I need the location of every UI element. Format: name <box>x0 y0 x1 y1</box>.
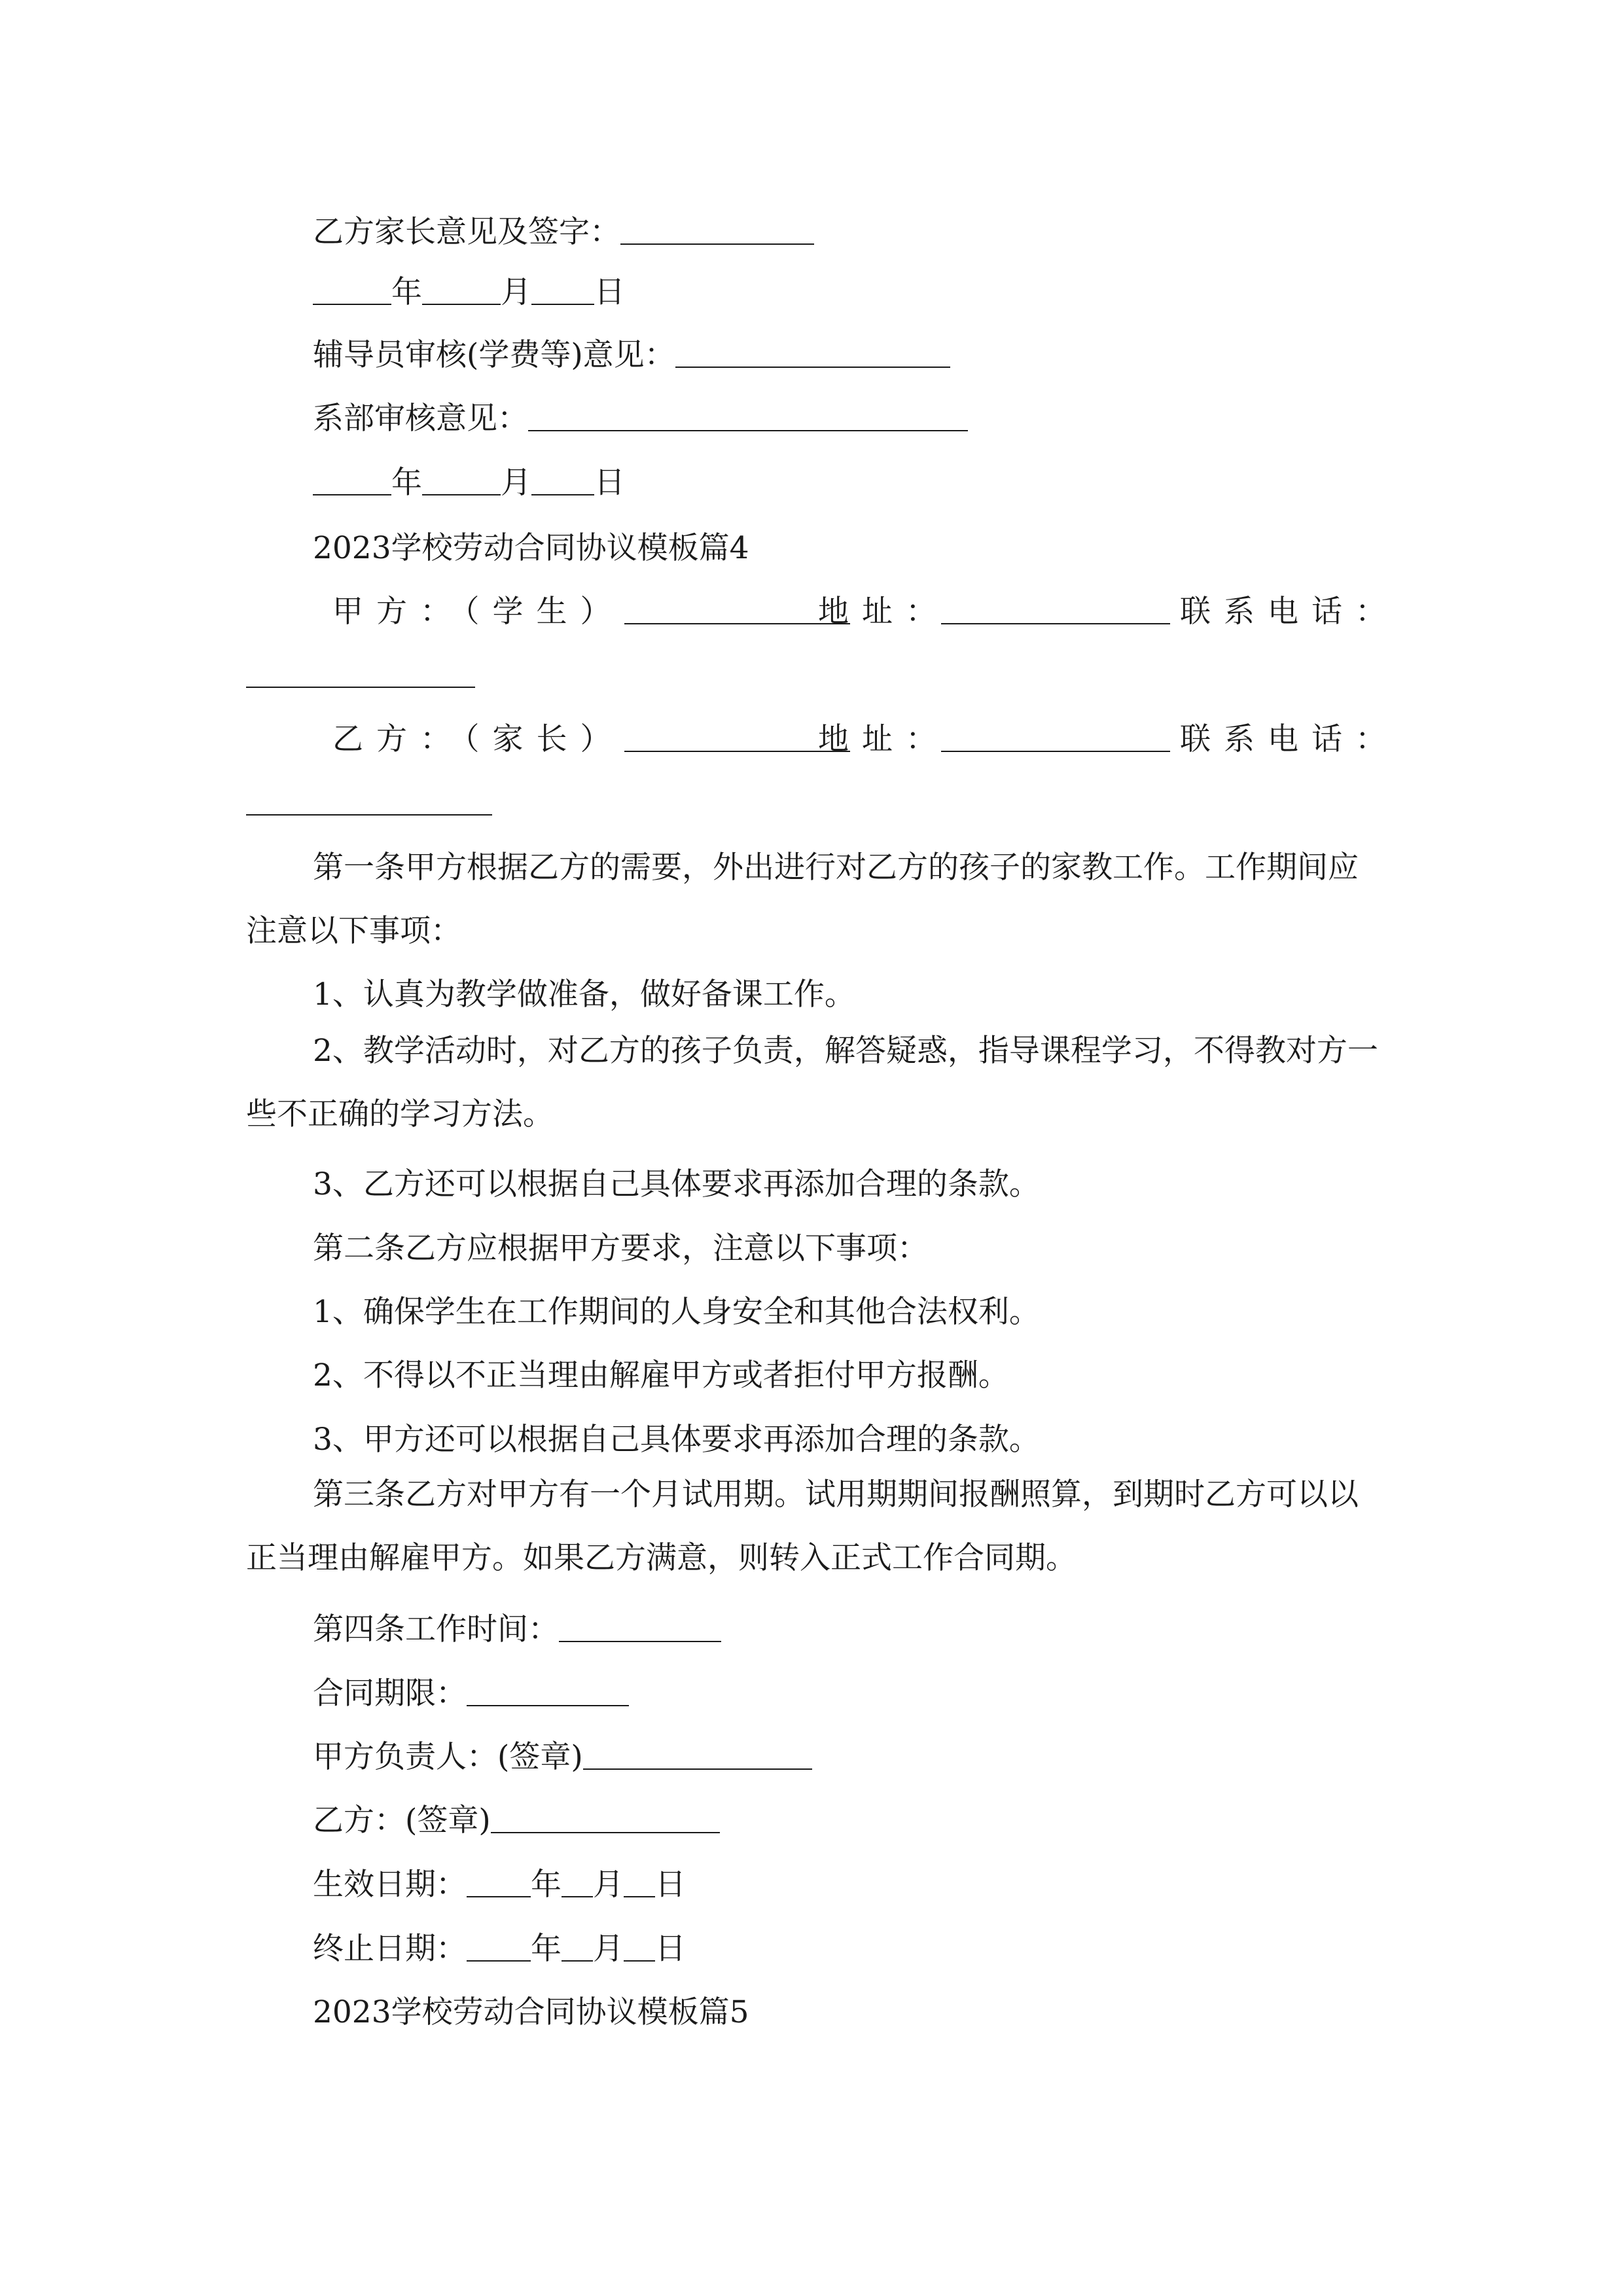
counselor-label: 辅导员审核(学费等)意见： <box>313 337 675 373</box>
party-b-phone-blank-line <box>246 783 492 823</box>
party-b-address <box>818 720 950 759</box>
department-label: 系部审核意见： <box>313 401 528 437</box>
end-date-line <box>313 1929 686 1969</box>
year-label: 年 <box>531 1931 562 1967</box>
section5-title: 2023学校劳动合同协议模板篇5 <box>313 1994 749 2030</box>
party-a-sign-line <box>313 1738 812 1777</box>
article2-item-3: 3、甲方还可以根据自己具体要求再添加合理的条款。 <box>313 1422 1040 1458</box>
day-blank <box>531 465 594 495</box>
party-b-sign-blank <box>491 1803 720 1833</box>
effective-month-blank <box>562 1867 593 1897</box>
party-a-line <box>332 592 850 632</box>
month-label: 月 <box>501 274 531 310</box>
party-a-label: 甲方：（学生） <box>332 594 624 630</box>
end-year-blank <box>467 1931 531 1962</box>
day-label: 日 <box>655 1931 686 1967</box>
effective-date-label: 生效日期： <box>313 1867 467 1903</box>
day-label: 日 <box>594 274 625 310</box>
parent-signature-blank <box>620 215 814 245</box>
parent-opinion-line <box>313 213 814 252</box>
article3-paragraph: 第三条乙方对甲方有一个月试用期。试用期期间报酬照算，到期时乙方可以以正当理由解雇甲方。如果乙方满意，则转入正式工作合同期。 <box>246 1477 1359 1576</box>
party-a-sign-blank <box>583 1740 812 1770</box>
counselor-blank <box>675 338 950 368</box>
party-a-address-blank <box>941 594 1170 624</box>
contract-term-label: 合同期限： <box>313 1676 467 1712</box>
day-label: 日 <box>594 465 625 501</box>
party-b-phone <box>1180 720 1399 759</box>
party-a-phone-blank-line <box>246 656 475 695</box>
party-b-address-label: 地址： <box>818 721 950 757</box>
party-b-line <box>332 720 850 759</box>
department-blank <box>528 401 968 431</box>
party-a-address-label: 地址： <box>818 594 950 630</box>
party-a-phone-label: 联系电话： <box>1180 594 1399 630</box>
article1-paragraph: 第一条甲方根据乙方的需要，外出进行对乙方的孩子的家教工作。工作期间应注意以下事项： <box>246 850 1359 949</box>
date-line-1 <box>313 273 625 312</box>
party-a-phone-blank <box>246 658 475 688</box>
counselor-line <box>313 336 950 375</box>
year-label: 年 <box>391 465 422 501</box>
party-b-label: 乙方：（家长） <box>332 721 624 757</box>
party-a-address <box>818 592 950 632</box>
month-label: 月 <box>501 465 531 501</box>
month-blank <box>422 275 501 305</box>
work-time-line <box>313 1610 721 1649</box>
date-line-2 <box>313 463 625 503</box>
year-label: 年 <box>531 1867 562 1903</box>
party-a-name-blank <box>624 594 850 624</box>
effective-day-blank <box>624 1867 655 1897</box>
article2-item-2: 2、不得以不正当理由解雇甲方或者拒付甲方报酬。 <box>313 1357 1009 1393</box>
year-blank <box>313 465 391 495</box>
work-time-blank <box>559 1612 721 1642</box>
effective-date-line <box>313 1865 686 1905</box>
day-label: 日 <box>655 1867 686 1903</box>
month-blank <box>422 465 501 495</box>
end-date-label: 终止日期： <box>313 1931 467 1967</box>
year-blank <box>313 275 391 305</box>
party-b-phone-blank <box>246 785 492 816</box>
month-label: 月 <box>593 1931 624 1967</box>
article1-item-2: 2、教学活动时，对乙方的孩子负责，解答疑惑，指导课程学习，不得教对方一些不正确的学习方法。 <box>246 1033 1378 1132</box>
department-line <box>313 399 968 439</box>
contract-term-blank <box>467 1676 629 1706</box>
parent-opinion-label: 乙方家长意见及签字： <box>313 214 620 250</box>
party-b-address-blank-wrap <box>941 720 1170 759</box>
article1-item-3: 3、乙方还可以根据自己具体要求再添加合理的条款。 <box>313 1166 1040 1202</box>
party-b-phone-label: 联系电话： <box>1180 721 1399 757</box>
party-a-address-blank-wrap <box>941 592 1170 632</box>
year-label: 年 <box>391 274 422 310</box>
party-b-sign-line <box>313 1801 720 1840</box>
contract-term-line <box>313 1674 629 1713</box>
article1-item-1: 1、认真为教学做准备，做好备课工作。 <box>313 977 855 1013</box>
article2-item-1: 1、确保学生在工作期间的人身安全和其他合法权利。 <box>313 1294 1040 1330</box>
section4-title: 2023学校劳动合同协议模板篇4 <box>313 530 749 566</box>
effective-year-blank <box>467 1867 531 1897</box>
party-a-sign-label: 甲方负责人：(签章) <box>313 1739 583 1775</box>
month-label: 月 <box>593 1867 624 1903</box>
party-b-address-blank <box>941 722 1170 752</box>
work-time-label: 第四条工作时间： <box>313 1611 559 1647</box>
day-blank <box>531 275 594 305</box>
article2-paragraph: 第二条乙方应根据甲方要求，注意以下事项： <box>313 1230 928 1266</box>
end-month-blank <box>562 1931 593 1962</box>
party-b-sign-label: 乙方：(签章) <box>313 1803 491 1839</box>
party-b-name-blank <box>624 722 850 752</box>
party-a-phone <box>1180 592 1399 632</box>
end-day-blank <box>624 1931 655 1962</box>
